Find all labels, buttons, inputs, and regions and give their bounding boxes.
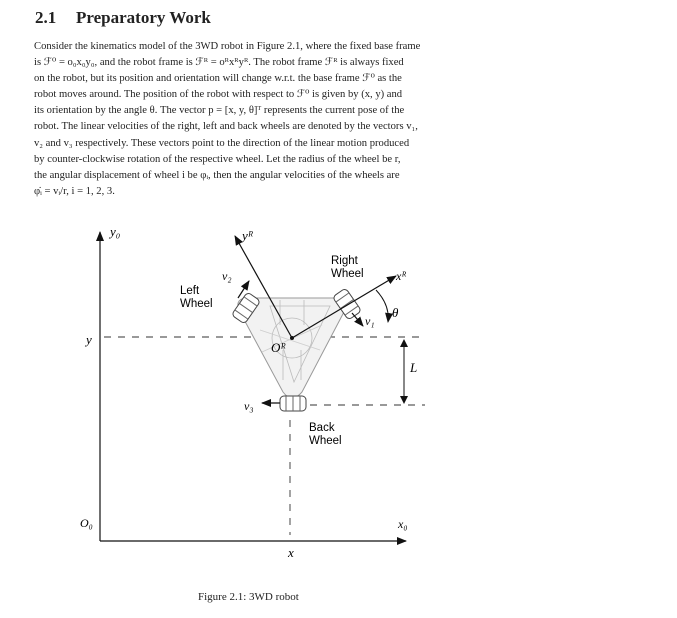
theta-arc [376,290,388,322]
paragraph-line: the angular displacement of wheel i be φᵢ, then the angular velocities of the wheels are [34,169,400,181]
paragraph-line: is ℱ⁰ = o₀x₀y₀, and the robot frame is ℱᴿ = oᴿxᴿyᴿ. The robot frame ℱᴿ is always fixed [34,57,404,69]
figure-caption: Figure 2.1: 3WD robot [198,591,299,603]
v1-label: v₁ [365,314,375,328]
theta-label: θ [392,305,399,320]
back-wheel [280,396,306,411]
oR-label: Oᴿ [271,340,287,355]
right-wheel-label-1: Right [331,255,358,267]
o0-label: O₀ [80,516,93,530]
robot-body [238,298,347,398]
paragraph-line: Consider the kinematics model of the 3WD robot in Figure 2.1, where the fixed base frame [34,41,421,52]
section-title: Preparatory Work [76,8,211,27]
x-label: x [288,545,294,560]
right-wheel-label-2: Wheel [331,268,364,280]
x0-label: x₀ [398,517,408,531]
left-wheel-label-2: Wheel [180,298,213,310]
paragraph-line: on the robot, but its position and orientation will change w.r.t. the base frame ℱ⁰ as the [34,73,402,85]
v1-arrow [352,313,363,326]
paragraph-line: v₂ and v₃ respectively. These vectors point to the direction of the linear motion produced [34,137,410,149]
xR-label: xᴿ [396,269,407,283]
yR-label: yᴿ [242,228,254,243]
paragraph-line: by counter-clockwise rotation of the respective wheel. Let the radius of the wheel be r, [34,153,401,165]
L-label: L [410,360,418,375]
y-label: y [86,332,92,347]
paragraph-line: robot moves around. The position of the robot with respect to ℱ⁰ is given by (x, y) and [34,89,403,101]
y0-label: y₀ [110,224,121,239]
v2-label: v₂ [222,269,232,283]
left-wheel-label-1: Left [180,285,200,297]
paragraph-line: robot. The linear velocities of the right, left and back wheels are denoted by the vectors v₁, [34,121,418,133]
back-wheel-label-1: Back [309,422,335,434]
robot-origin-dot [290,336,294,340]
back-wheel-label-2: Wheel [309,435,342,447]
section-number: 2.1 [35,8,57,27]
paragraph-line: φ̇ᵢ = vᵢ/r, i = 1, 2, 3. [34,185,115,197]
paragraph-line: its orientation by the angle θ. The vector p = [x, y, θ]ᵀ represents the current pose of the [34,105,405,117]
v3-label: v₃ [244,399,254,413]
